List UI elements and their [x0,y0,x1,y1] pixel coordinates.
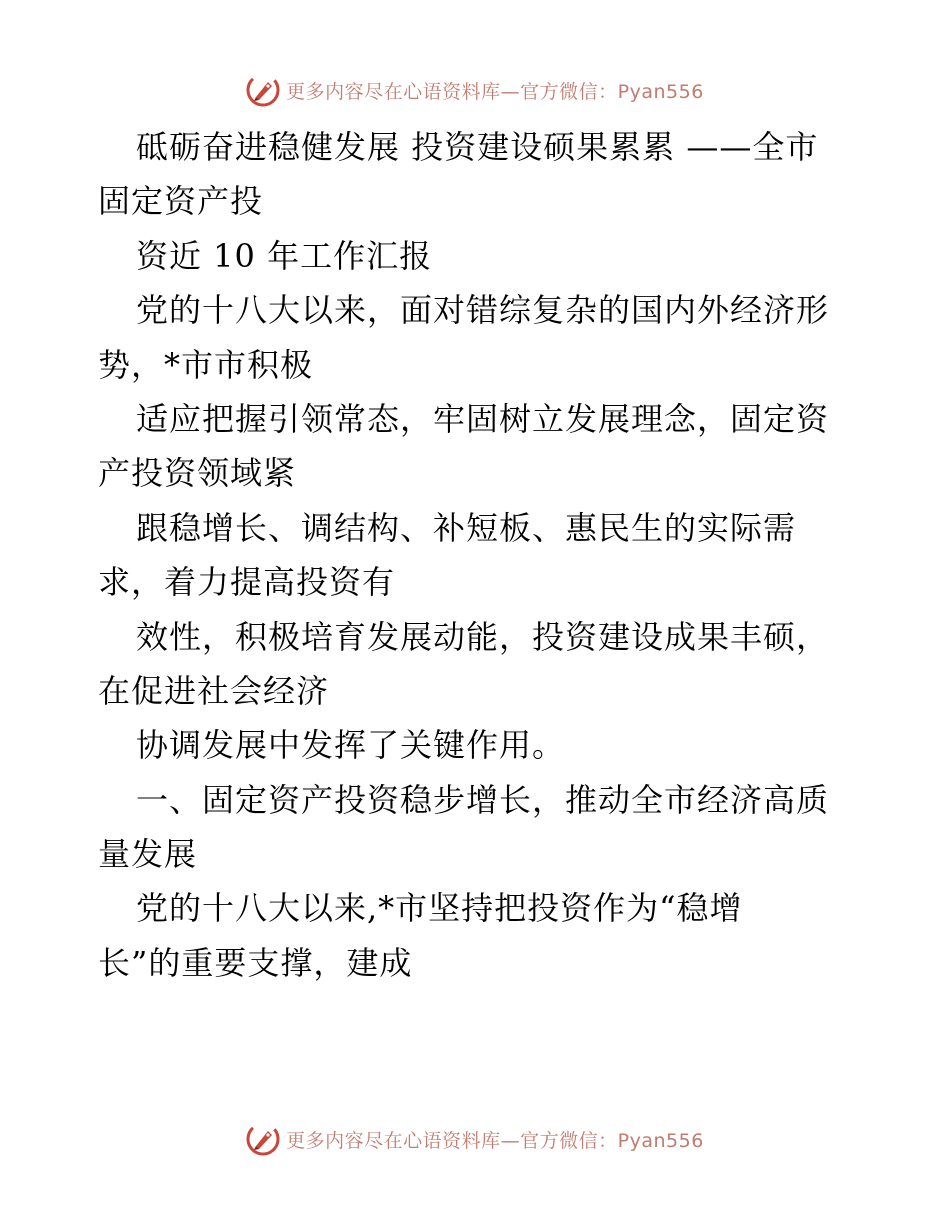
document-line: 一、固定资产投资稳步增长，推动全市经济高质 [136,780,830,819]
document-line: 砥砺奋进稳健发展 投资建设硕果累累 ——全市 [136,128,819,166]
document-line: 求，着力提高投资有 [98,563,396,602]
header-banner-text: 更多内容尽在心语资料库—官方微信：Pyan556 [286,80,704,103]
header-banner [0,70,950,110]
document-line: 资近 10 年工作汇报 [136,236,433,275]
document-body [98,120,858,990]
document-line: 在促进社会经济 [98,671,330,710]
footer-banner [0,1119,950,1159]
document-line: 长”的重要支撑，建成 [98,943,413,982]
footer-banner-text: 更多内容尽在心语资料库—官方微信：Pyan556 [286,1129,704,1152]
pen-nib-logo-icon [246,1122,280,1156]
document-line: 跟稳增长、调结构、补短板、惠民生的实际需 [136,508,797,547]
document-line: 固定资产投 [98,182,264,221]
document-line: 适应把握引领常态，牢固树立发展理念，固定资 [136,399,830,438]
document-line: 量发展 [98,835,198,874]
document-line: 党的十八大以来，面对错综复杂的国内外经济形 [136,291,830,330]
document-line: 势，*市市积极 [98,345,314,384]
pen-nib-logo-icon [246,73,280,107]
document-line: 协调发展中发挥了关键作用。 [136,726,566,765]
document-line: 产投资领域紧 [98,454,297,493]
document-line: 效性，积极培育发展动能，投资建设成果丰硕， [136,617,830,656]
document-line: 党的十八大以来,*市坚持把投资作为“稳增 [136,889,743,928]
